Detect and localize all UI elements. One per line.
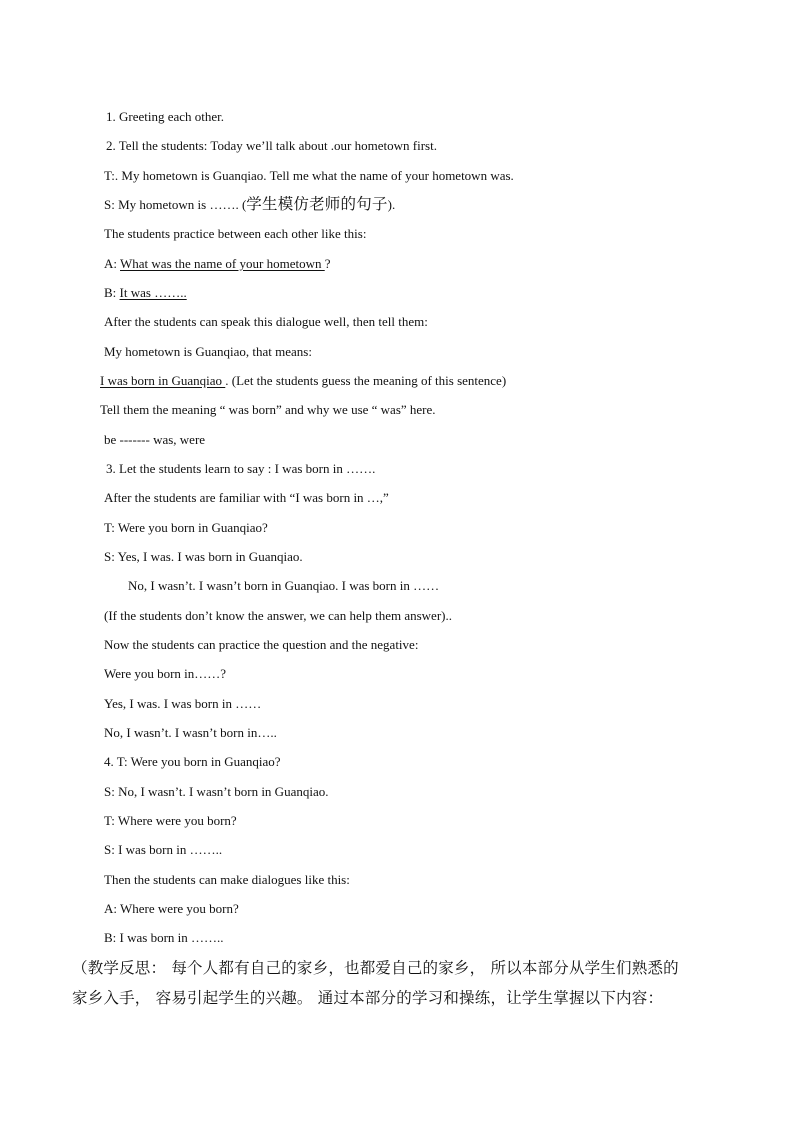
- speaker-b-label: B:: [104, 285, 120, 300]
- student-born-in: S: I was born in ……..: [104, 842, 223, 857]
- step-4-teacher-question: 4. T: Were you born in Guanqiao?: [104, 754, 281, 769]
- meaning-was-born-line: Tell them the meaning “ was born” and why we use “ was” here.: [100, 402, 436, 417]
- were-you-born-template: Were you born in……?: [104, 666, 227, 681]
- dialogue-a-question: [104, 256, 331, 272]
- student-line-end: ).: [387, 197, 396, 212]
- step-2-tell-students: 2. Tell the students: Today we’ll talk about .our hometown first.: [106, 138, 437, 153]
- practice-instruction: The students practice between each other like this:: [104, 226, 367, 241]
- dialogue-a-where: A: Where were you born?: [104, 901, 239, 916]
- teacher-where-born: T: Where were you born?: [104, 813, 237, 828]
- student-line-text: S: My hometown is ……. (: [104, 197, 247, 212]
- familiar-line: After the students are familiar with “I was born in …,”: [104, 490, 389, 505]
- make-dialogues-line: Then the students can make dialogues like this:: [104, 872, 350, 887]
- help-answer-line: (If the students don’t know the answer, we can help them answer)..: [104, 608, 452, 623]
- student-yes-answer: S: Yes, I was. I was born in Guanqiao.: [104, 549, 303, 564]
- question-mark: ?: [324, 256, 331, 271]
- step-3-learn: 3. Let the students learn to say : I was born in …….: [106, 461, 376, 476]
- be-was-were-line: be ------- was, were: [104, 432, 206, 447]
- dialogue-b-answer: [104, 285, 187, 301]
- born-in-line: [100, 373, 506, 389]
- reflection-line-2: 家乡入手， 容易引起学生的兴趣。 通过本部分的学习和操练，让学生掌握以下内容：: [72, 989, 664, 1007]
- no-template: No, I wasn’t. I wasn’t born in…..: [104, 725, 277, 740]
- hometown-means-line: My hometown is Guanqiao, that means:: [104, 344, 312, 359]
- student-no-answer: No, I wasn’t. I wasn’t born in Guanqiao. I was born in ……: [128, 578, 440, 593]
- reflection-line-1: （教学反思： 每个人都有自己的家乡，也都爱自己的家乡， 所以本部分从学生们熟悉的: [72, 959, 679, 977]
- dialogue-b-born-in: B: I was born in ……..: [104, 930, 224, 945]
- guess-meaning-text: . (Let the students guess the meaning of this sentence): [225, 373, 507, 388]
- step-1-greeting: 1. Greeting each other.: [106, 109, 225, 124]
- teacher-line-hometown: T:. My hometown is Guanqiao. Tell me what the name of your hometown was.: [104, 168, 514, 183]
- yes-template: Yes, I was. I was born in ……: [104, 696, 262, 711]
- underlined-born-in: I was born in Guanqiao: [100, 373, 226, 388]
- chinese-note: 学生模仿老师的句子: [246, 195, 388, 213]
- speaker-a-label: A:: [104, 256, 121, 271]
- after-dialogue-line: After the students can speak this dialogue well, then tell them:: [104, 314, 428, 329]
- teacher-were-you-born: T: Were you born in Guanqiao?: [104, 520, 268, 535]
- student-no-guanqiao: S: No, I wasn’t. I wasn’t born in Guanqiao.: [104, 784, 329, 799]
- practice-negative-line: Now the students can practice the question and the negative:: [104, 637, 419, 652]
- student-line-hometown: [104, 196, 395, 213]
- underlined-answer: It was ……..: [119, 285, 187, 300]
- underlined-question: What was the name of your hometown: [120, 256, 325, 271]
